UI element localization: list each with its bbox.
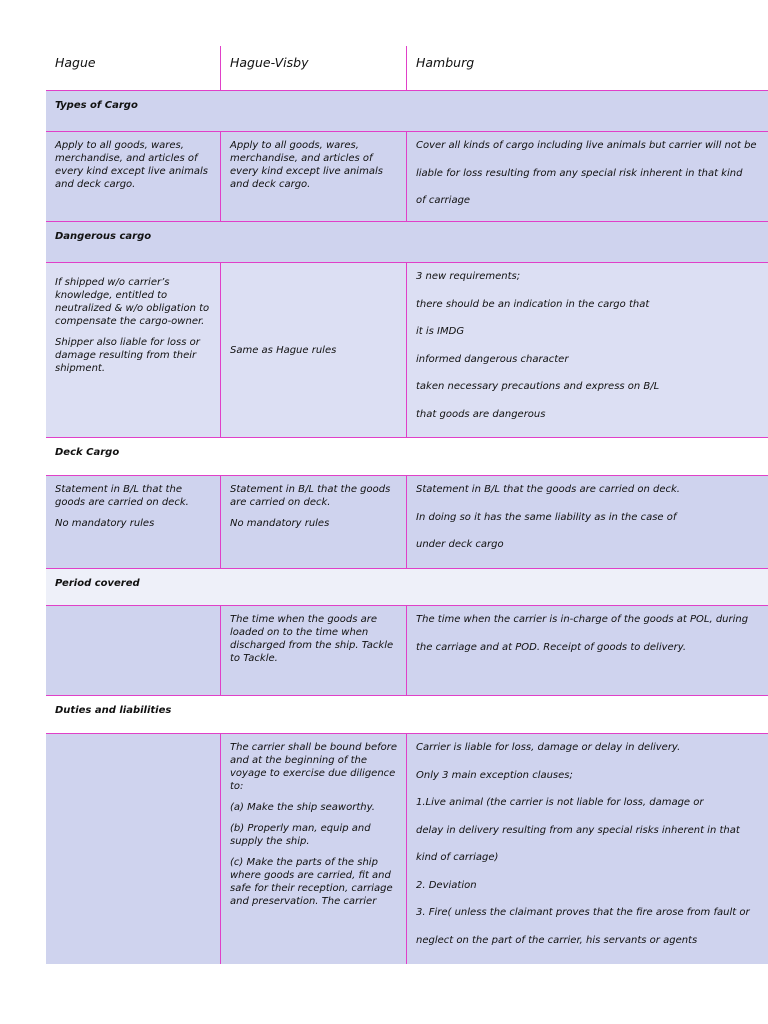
cell-hague-visby xyxy=(220,476,406,568)
cell-text: If shipped w/o carrier’s knowledge, entitled to neutralized & w/o obligation to compensate the cargo-owner. xyxy=(55,277,210,327)
table-row-types-of-cargo xyxy=(46,132,768,222)
cell-text: No mandatory rules xyxy=(230,518,330,529)
cell-text: Apply to all goods, wares, merchandise, and articles of every kind except live animals and deck cargo. xyxy=(55,140,208,190)
section-title-deck-cargo: Deck Cargo xyxy=(46,438,768,476)
cell-hague-visby xyxy=(220,132,406,221)
cell-line: informed dangerous character xyxy=(416,353,569,365)
cell-line: 3. Fire( unless the claimant proves that the fire arose from fault or xyxy=(416,907,750,918)
cell-hague xyxy=(46,606,220,695)
cell-line: the carriage and at POD. Receipt of goods to delivery. xyxy=(416,641,687,653)
cell-line: 2. Deviation xyxy=(416,879,477,891)
cell-line: Carrier is liable for loss, damage or delay in delivery. xyxy=(416,742,681,753)
section-title-duties-and-liabilities: Duties and liabilities xyxy=(46,696,768,734)
header-hague-visby: Hague-Visby xyxy=(220,46,406,90)
cell-line: it is IMDG xyxy=(416,326,465,337)
cell-line: neglect on the part of the carrier, his servants or agents xyxy=(416,934,698,946)
cell-text: Shipper also liable for loss or damage resulting from their shipment. xyxy=(55,337,200,374)
cell-hague-visby xyxy=(220,734,406,964)
cell-line: of carriage xyxy=(416,195,471,206)
cell-line: taken necessary precautions and express on B/L xyxy=(416,381,660,392)
section-title-types-of-cargo: Types of Cargo xyxy=(46,91,768,132)
cell-line: kind of carriage) xyxy=(416,852,499,863)
cell-hague xyxy=(46,132,220,221)
comparison-table xyxy=(46,46,768,964)
cell-hamburg xyxy=(406,606,768,695)
cell-text: The carrier shall be bound before and at the beginning of the voyage to exercise due diligence to: xyxy=(230,742,398,792)
cell-line: The time when the carrier is in-charge of the goods at POL, during xyxy=(416,614,749,625)
header-hamburg: Hamburg xyxy=(406,46,768,90)
cell-hague-visby xyxy=(220,263,406,437)
cell-hague xyxy=(46,263,220,437)
cell-line: under deck cargo xyxy=(416,539,504,550)
cell-text: (a) Make the ship seaworthy. xyxy=(230,802,375,813)
cell-text: No mandatory rules xyxy=(55,518,155,529)
cell-line: Statement in B/L that the goods are carried on deck. xyxy=(416,484,680,495)
cell-hague xyxy=(46,734,220,964)
cell-line: delay in delivery resulting from any special risks inherent in that xyxy=(416,824,740,836)
cell-hamburg xyxy=(406,734,768,964)
table-row-period-covered xyxy=(46,606,768,696)
cell-line: Only 3 main exception clauses; xyxy=(416,769,573,781)
cell-line: there should be an indication in the cargo that xyxy=(416,298,650,310)
table-row-duties-and-liabilities xyxy=(46,734,768,964)
cell-line: that goods are dangerous xyxy=(416,408,546,420)
cell-text: (c) Make the parts of the ship where goods are carried, fit and safe for their reception, carriage and preservation. The carrier xyxy=(230,857,393,907)
cell-line: In doing so it has the same liability as in the case of xyxy=(416,511,677,523)
table-row-deck-cargo xyxy=(46,476,768,569)
cell-text: Statement in B/L that the goods are carried on deck. xyxy=(230,484,391,508)
table-header-row xyxy=(46,46,768,91)
cell-line: Cover all kinds of cargo including live animals but carrier will not be xyxy=(416,140,757,151)
cell-text: Statement in B/L that the goods are carried on deck. xyxy=(55,484,189,508)
header-hague: Hague xyxy=(55,55,96,70)
cell-text: The time when the goods are loaded on to the time when discharged from the ship. Tackle to Tackle. xyxy=(230,614,394,664)
cell-text: (b) Properly man, equip and supply the ship. xyxy=(230,823,371,847)
cell-hague-visby xyxy=(220,606,406,695)
cell-line: 1.Live animal (the carrier is not liable for loss, damage or xyxy=(416,797,704,808)
cell-hamburg xyxy=(406,263,768,437)
cell-line: liable for loss resulting from any special risk inherent in that kind xyxy=(416,167,743,179)
cell-text: Same as Hague rules xyxy=(230,344,337,356)
cell-hague xyxy=(46,476,220,568)
section-title-period-covered: Period covered xyxy=(46,569,768,606)
cell-line: 3 new requirements; xyxy=(416,271,521,282)
section-title-dangerous-cargo: Dangerous cargo xyxy=(46,222,768,263)
cell-text: Apply to all goods, wares, merchandise, and articles of every kind except live animals and deck cargo. xyxy=(230,140,383,190)
table-row-dangerous-cargo xyxy=(46,263,768,438)
cell-hamburg xyxy=(406,132,768,221)
cell-hamburg xyxy=(406,476,768,568)
